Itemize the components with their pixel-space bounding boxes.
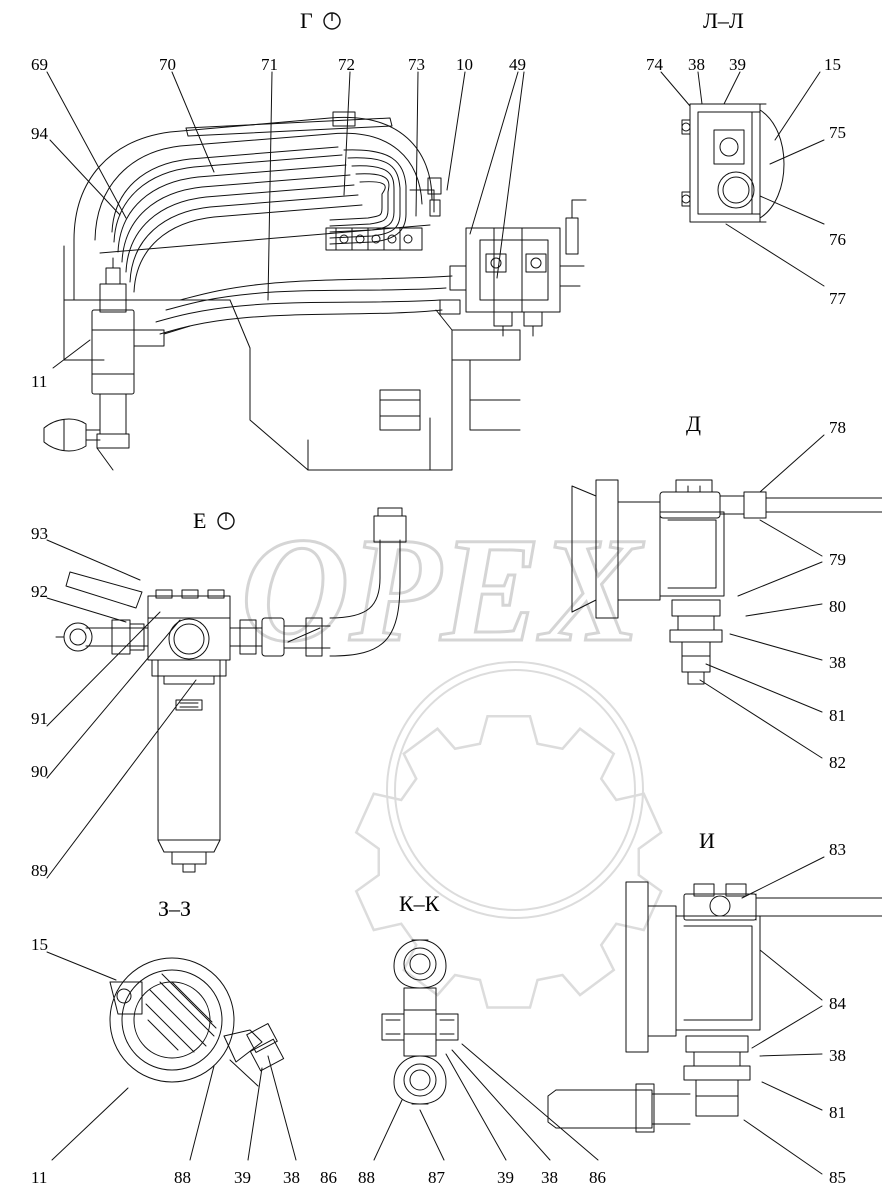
- callout-92: 92: [31, 582, 48, 601]
- callout-39-view-zz: 39: [234, 1168, 251, 1187]
- callout-38-view-d: 38: [829, 653, 846, 672]
- callout-93: 93: [31, 524, 48, 543]
- callout-38-view-ll: 38: [688, 55, 705, 74]
- callout-87: 87: [428, 1168, 445, 1187]
- callout-11-view-zz: 11: [31, 1168, 48, 1187]
- callout-11-view-g: 11: [31, 372, 48, 391]
- callout-86-view-kk: 86: [589, 1168, 606, 1187]
- callout-85: 85: [829, 1168, 846, 1187]
- callout-83: 83: [829, 840, 846, 859]
- callout-78: 78: [829, 418, 846, 437]
- callout-10: 10: [456, 55, 473, 74]
- callout-39-view-kk: 39: [497, 1168, 514, 1187]
- view-title-g: Г: [300, 10, 343, 32]
- view-title-e: Е: [193, 510, 237, 532]
- callout-81-view-i: 81: [829, 1103, 846, 1122]
- section-arrow-icon: [321, 11, 343, 31]
- callout-84: 84: [829, 994, 846, 1013]
- callout-80: 80: [829, 597, 846, 616]
- callout-88-view-kk: 88: [358, 1168, 375, 1187]
- callout-70: 70: [159, 55, 176, 74]
- callout-94: 94: [31, 124, 48, 143]
- callout-76: 76: [829, 230, 846, 249]
- callout-74: 74: [646, 55, 663, 74]
- view-title-kk: К–К: [399, 891, 440, 916]
- callout-73: 73: [408, 55, 425, 74]
- callout-15-view-zz: 15: [31, 935, 48, 954]
- view-title-zz: З–З: [158, 896, 192, 921]
- callout-69: 69: [31, 55, 48, 74]
- callout-49: 49: [509, 55, 526, 74]
- callout-91: 91: [31, 709, 48, 728]
- callout-88-view-zz: 88: [174, 1168, 191, 1187]
- svg-text:OPEX: OPEX: [240, 507, 642, 673]
- callout-89: 89: [31, 861, 48, 880]
- callout-71: 71: [261, 55, 278, 74]
- callout-75: 75: [829, 123, 846, 142]
- view-title-ll: Л–Л: [703, 8, 744, 33]
- callout-15-view-ll: 15: [824, 55, 841, 74]
- callout-81-view-d: 81: [829, 706, 846, 725]
- callout-90: 90: [31, 762, 48, 781]
- callout-38-view-zz: 38: [283, 1168, 300, 1187]
- callout-39-view-ll: 39: [729, 55, 746, 74]
- callout-79: 79: [829, 550, 846, 569]
- callout-77: 77: [829, 289, 846, 308]
- callout-82: 82: [829, 753, 846, 772]
- callout-86-view-zz: 86: [320, 1168, 337, 1187]
- view-title-i: И: [699, 828, 715, 853]
- view-title-d: Д: [686, 411, 702, 436]
- callout-38-view-i: 38: [829, 1046, 846, 1065]
- callout-38-view-kk: 38: [541, 1168, 558, 1187]
- callout-72: 72: [338, 55, 355, 74]
- section-arrow-icon: [215, 511, 237, 531]
